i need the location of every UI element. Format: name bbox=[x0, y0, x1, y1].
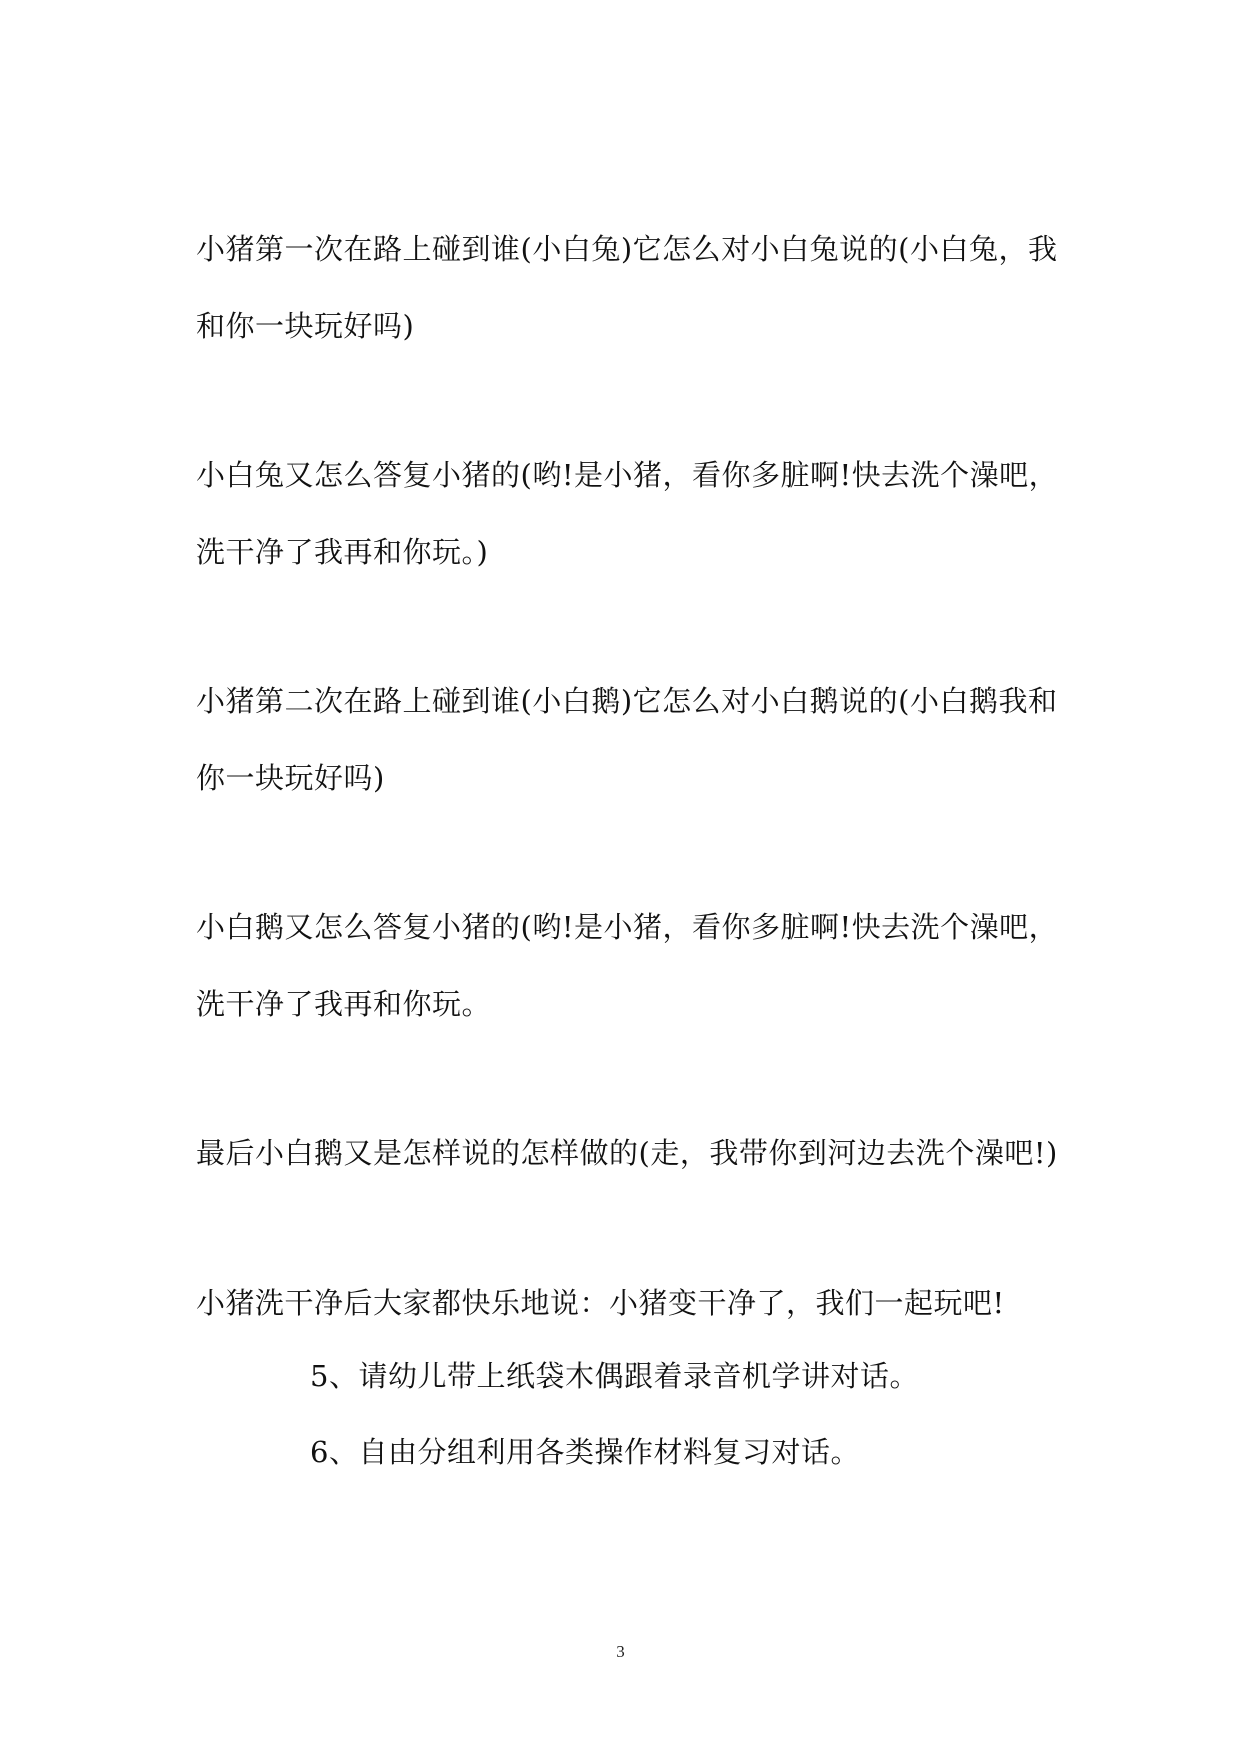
paragraph-line: 洗干净了我再和你玩。 bbox=[196, 987, 492, 1021]
page-number: 3 bbox=[616, 1642, 625, 1661]
numbered-step-5: 5、请幼儿带上纸袋木偶跟着录音机学讲对话。 bbox=[310, 1359, 919, 1393]
paragraph-line: 小白鹅又怎么答复小猪的(哟!是小猪，看你多脏啊!快去洗个澡吧， bbox=[196, 910, 1059, 944]
paragraph-line: 你一块玩好吗) bbox=[196, 761, 385, 795]
numbered-step-6: 6、自由分组利用各类操作材料复习对话。 bbox=[310, 1435, 860, 1469]
paragraph-line: 和你一块玩好吗) bbox=[196, 309, 415, 343]
paragraph-line: 小猪第二次在路上碰到谁(小白鹅)它怎么对小白鹅说的(小白鹅我和 bbox=[196, 684, 1058, 718]
paragraph-line: 最后小白鹅又是怎样说的怎样做的(走，我带你到河边去洗个澡吧!) bbox=[196, 1136, 1058, 1170]
paragraph-line: 洗干净了我再和你玩。) bbox=[196, 535, 489, 569]
paragraph-line: 小猪第一次在路上碰到谁(小白兔)它怎么对小白兔说的(小白兔，我 bbox=[196, 232, 1058, 266]
paragraph-line: 小白兔又怎么答复小猪的(哟!是小猪，看你多脏啊!快去洗个澡吧， bbox=[196, 458, 1059, 492]
paragraph-line: 小猪洗干净后大家都快乐地说：小猪变干净了，我们一起玩吧! bbox=[196, 1286, 1005, 1320]
